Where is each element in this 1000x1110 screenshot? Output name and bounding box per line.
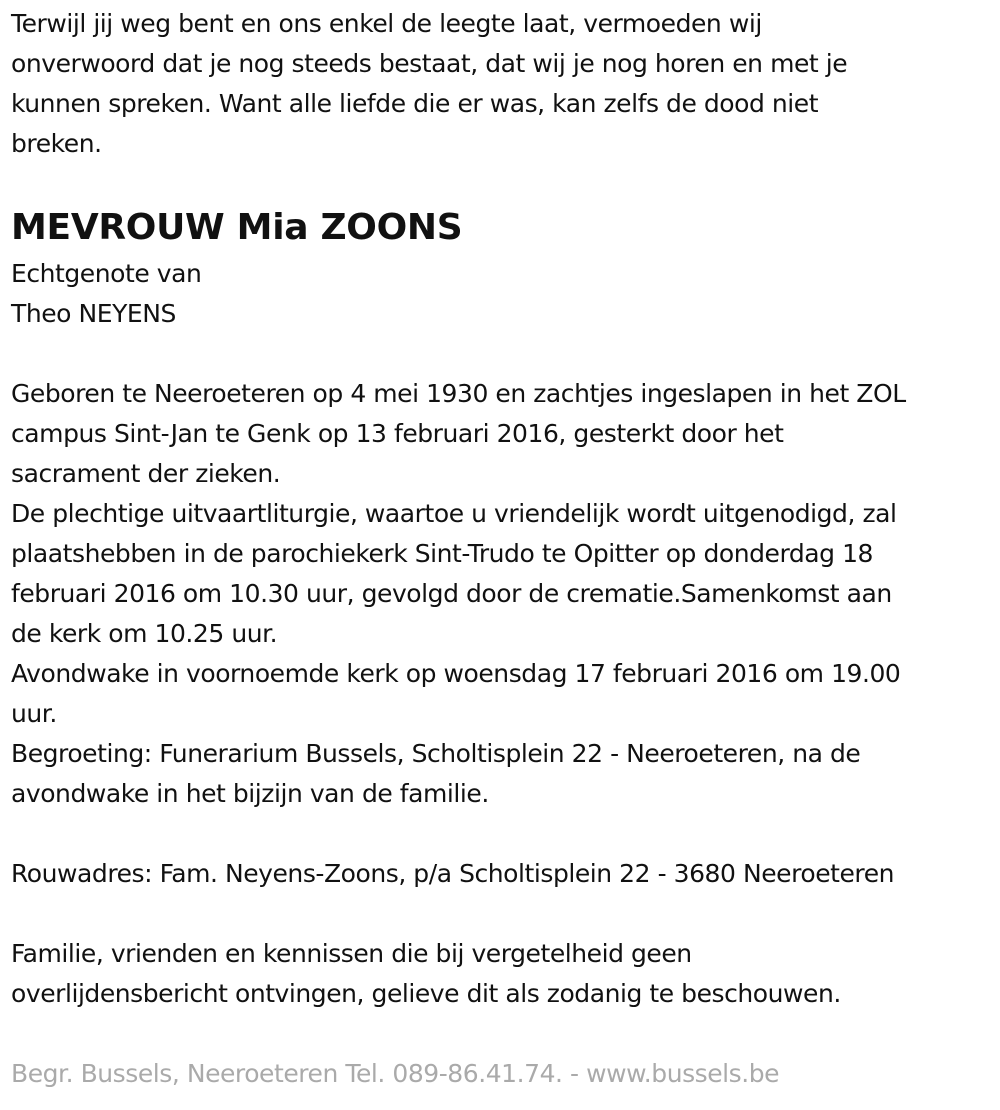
family-note bbox=[11, 934, 841, 1014]
poem-line: onverwoord dat je nog steeds bestaat, dat wij je nog horen en met je bbox=[11, 49, 848, 78]
details-line: De plechtige uitvaartliturgie, waartoe u vriendelijk wordt uitgenodigd, zal bbox=[11, 499, 897, 528]
details-line: februari 2016 om 10.30 uur, gevolgd door de crematie.Samenkomst aan bbox=[11, 579, 892, 608]
poem-line: Terwijl jij weg bent en ons enkel de leegte laat, vermoeden wij bbox=[11, 9, 762, 38]
footer-line: Begr. Bussels, Neeroeteren Tel. 089-86.41.74. - www.bussels.be bbox=[11, 1059, 780, 1088]
poem-text bbox=[11, 4, 847, 164]
family-note-line: Familie, vrienden en kennissen die bij vergetelheid geen bbox=[11, 939, 692, 968]
mourning-address bbox=[11, 854, 894, 894]
details-line: de kerk om 10.25 uur. bbox=[11, 619, 278, 648]
poem-line: breken. bbox=[11, 129, 102, 158]
spouse-name: Theo NEYENS bbox=[11, 299, 176, 328]
details-line: Begroeting: Funerarium Bussels, Scholtisplein 22 - Neeroeteren, na de bbox=[11, 739, 861, 768]
details-line: uur. bbox=[11, 699, 57, 728]
spouse-block bbox=[11, 254, 201, 334]
deceased-name: MEVROUW Mia ZOONS bbox=[11, 207, 463, 248]
spouse-label: Echtgenote van bbox=[11, 259, 202, 288]
details-line: Avondwake in voornoemde kerk op woensdag 17 februari 2016 om 19.00 bbox=[11, 659, 901, 688]
details-line: Geboren te Neeroeteren op 4 mei 1930 en zachtjes ingeslapen in het ZOL bbox=[11, 379, 906, 408]
details-line: plaatshebben in de parochiekerk Sint-Trudo te Opitter op donderdag 18 bbox=[11, 539, 873, 568]
funeral-home-footer bbox=[11, 1054, 779, 1094]
address-line: Rouwadres: Fam. Neyens-Zoons, p/a Scholtisplein 22 - 3680 Neeroeteren bbox=[11, 859, 895, 888]
details-line: avondwake in het bijzijn van de familie. bbox=[11, 779, 489, 808]
funeral-details bbox=[11, 374, 906, 814]
family-note-line: overlijdensbericht ontvingen, gelieve dit als zodanig te beschouwen. bbox=[11, 979, 841, 1008]
details-line: sacrament der zieken. bbox=[11, 459, 281, 488]
details-line: campus Sint-Jan te Genk op 13 februari 2016, gesterkt door het bbox=[11, 419, 784, 448]
poem-line: kunnen spreken. Want alle liefde die er was, kan zelfs de dood niet bbox=[11, 89, 819, 118]
